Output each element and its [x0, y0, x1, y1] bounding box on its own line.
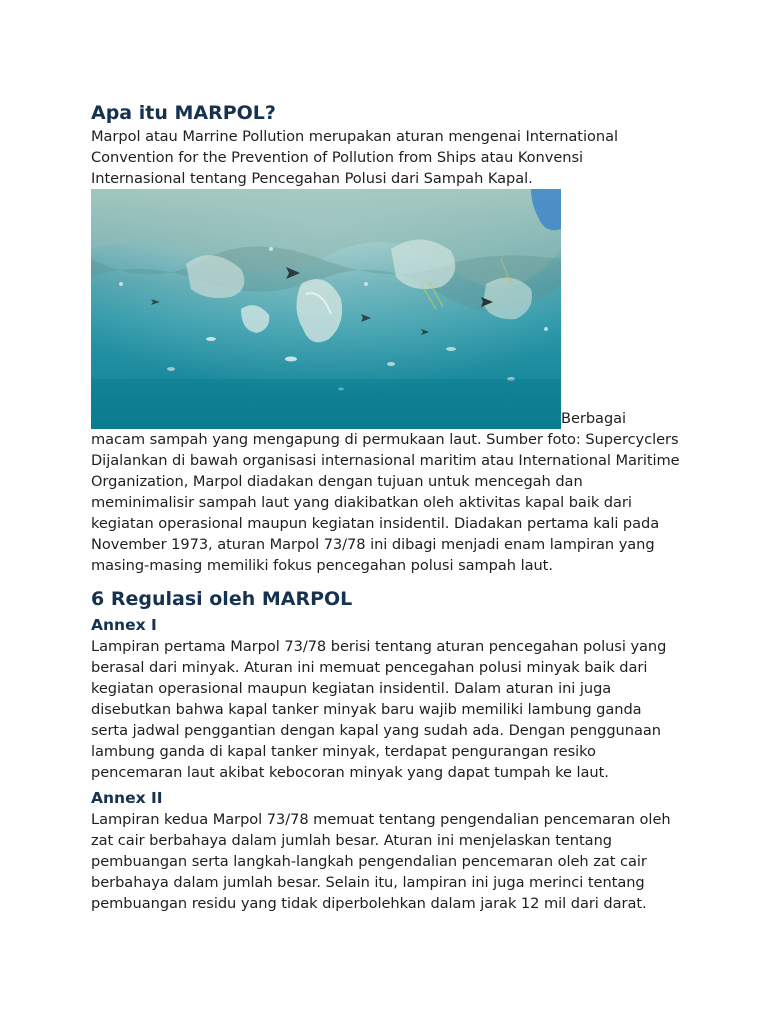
- marpol-body-paragraph: Dijalankan di bawah organisasi internasional maritim atau International Maritime Organization, Marpol diadakan dengan tujuan untuk mencegah dan meminimalisir sampah laut yang diakibatkan oleh aktivitas kapal baik dari kegiatan operasional maupun kegiatan insidentil. Diadakan pertama kali pada November 1973, aturan Marpol 73/78 ini dibagi menjadi enam lampiran yang masing-masing memiliki fokus pencegahan polusi sampah laut.: [91, 452, 680, 574]
- annex-title: Annex I: [91, 616, 157, 634]
- intro-paragraph: Marpol atau Marrine Pollution merupakan aturan mengenai International Convention for the Prevention of Pollution from Ships atau Konvensi Internasional tentang Pencegahan Polusi dari Sampah Kapal.: [91, 128, 618, 187]
- article: [91, 100, 681, 914]
- image-with-caption: [91, 189, 681, 450]
- section-title-marpol: Apa itu MARPOL?: [91, 102, 276, 124]
- annex-paragraph: Lampiran pertama Marpol 73/78 berisi tentang aturan pencegahan polusi yang berasal dari minyak. Aturan ini memuat pencegahan polusi minyak baik dari kegiatan operasional maupun kegiatan insidentil. Dalam aturan ini juga disebutkan bahwa kapal tanker minyak baru wajib memiliki lambung ganda serta jadwal penggantian dengan kapal yang sudah ada. Dengan penggunaan lambung ganda di kapal tanker minyak, terdapat pengurangan resiko pencemaran laut akibat kebocoran minyak yang dapat tumpah ke laut.: [91, 638, 667, 781]
- annex-paragraph: Lampiran kedua Marpol 73/78 memuat tentang pengendalian pencemaran oleh zat cair berbahaya dalam jumlah besar. Aturan ini menjelaskan tentang pembuangan serta langkah-langkah pengendalian pencemaran oleh zat cair berbahaya dalam jumlah besar. Selain itu, lampiran ini juga merinci tentang pembuangan residu yang tidak diperbolehkan dalam jarak 12 mil dari darat.: [91, 811, 671, 912]
- annex-title: Annex II: [91, 789, 163, 807]
- ocean-plastic-photo: [91, 189, 561, 429]
- image-caption: Berbagai macam sampah yang mengapung di permukaan laut. Sumber foto: Supercyclers: [91, 410, 679, 448]
- section-title-regulations: 6 Regulasi oleh MARPOL: [91, 588, 353, 610]
